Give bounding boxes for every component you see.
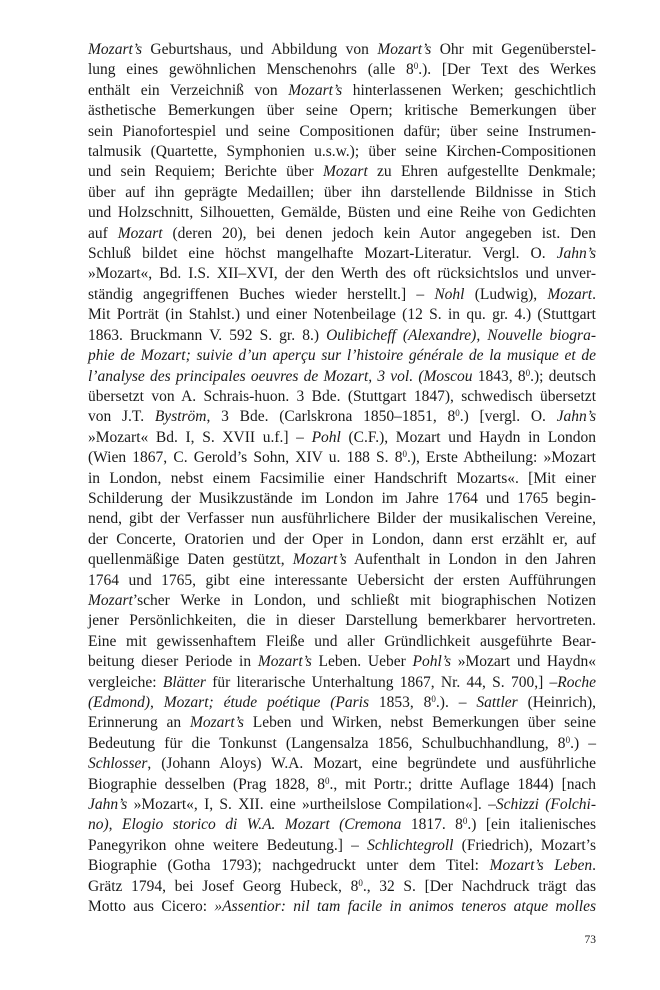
text-line: der Concerte, Oratorien und der Oper in London, dann erst erzählt er, auf [88, 530, 596, 548]
text-line: »Mozart« Bd. I, S. XVII u.f.] – Pohl (C.F.), Mozart und Haydn in London [88, 428, 596, 446]
text-line: Mozart’scher Werke in London, und schließt mit biographischen Notizen [88, 591, 596, 609]
text-line: Jahn’s »Mozart«, I, S. XII. eine »urtheilslose Compilation«]. –Schizzi (Folchi- [88, 796, 596, 814]
text-line: (Wien 1867, C. Gerold’s Sohn, XIV u. 188 S. $8^0$.), Erste Abtheilung: »Mozart [88, 449, 596, 467]
body-text [88, 40, 596, 917]
text-line: enthält ein Verzeichniß von Mozart’s hinterlassenen Werken; geschichtlich [88, 81, 597, 99]
text-line: Mozart’s Geburtshaus, und Abbildung von Mozart’s Ohr mit Gegenüberstel- [88, 41, 596, 58]
text-line: und Holzschnitt, Silhouetten, Gemälde, Büsten und eine Reihe von Gedichten [88, 204, 596, 222]
text-line: Schilderung der Musikzustände im London im Jahre 1764 und 1765 begin- [88, 489, 596, 507]
text-line: Biographie (Gotha 1793); nachgedruckt unter dem Titel: Mozart’s Leben. [88, 857, 596, 875]
text-line: Mit Porträt (in Stahlst.) und einer Notenbeilage (12 S. in qu. gr. 4.) (Stuttgart [88, 306, 596, 324]
text-line: l’analyse des principales oeuvres de Mozart, 3 vol. (Moscou 1843, $8^0$.); deutsch [88, 367, 596, 385]
text-line: von J.T. Byström, 3 Bde. (Carlskrona 1850–1851, $8^0$.) [vergl. O. Jahn’s [88, 408, 596, 426]
text-line: »Mozart«, Bd. I.S. XII–XVI, der den Werth des oft rücksichtslos und unver- [88, 265, 596, 283]
text-line: Schlosser, (Johann Aloys) W.A. Mozart, eine begründete und ausführliche [88, 755, 596, 773]
text-line: phie de Mozart; suivie d’un aperçu sur l’histoire générale de la musique et de [88, 347, 596, 365]
text-line: Motto aus Cicero: »Assentior: nil tam facile in animos teneros atque molles [88, 898, 596, 916]
text-line: nend, gibt der Verfasser nun ausführlichere Bilder der musikalischen Vereine, [88, 510, 596, 528]
text-line: über auf ihn geprägte Medaillen; über ihn darstellende Bildnisse in Stich [88, 183, 596, 201]
text-line: auf Mozart (deren 20), bei denen jedoch kein Autor angegeben ist. Den [88, 224, 597, 242]
text-line: Grätz 1794, bei Josef Georg Hubeck, $8^0$., 32 S. [Der Nachdruck trägt das [88, 877, 597, 895]
text-line: jener Persönlichkeiten, die in dieser Darstellung bemerkbarer hervortreten. [88, 612, 596, 630]
text-line: beitung dieser Periode in Mozart’s Leben. Ueber Pohl’s »Mozart und Haydn« [88, 653, 597, 671]
text-line: ästhetische Bemerkungen über seine Opern; kritische Bemerkungen über [88, 102, 596, 120]
text-line: no), Elogio storico di W.A. Mozart (Cremona 1817. $8^0$.) [ein italienisches [88, 816, 596, 834]
text-line: quellenmäßige Daten gestützt, Mozart’s Aufenthalt in London in den Jahren [88, 551, 596, 569]
text-line: übersetzt von A. Schrais-huon. 3 Bde. (Stuttgart 1847), schwedisch übersetzt [88, 387, 596, 405]
text-line: Eine mit gewissenhaftem Fleiße und aller Gründlichkeit ausgeführte Bear- [88, 632, 596, 650]
text-line: 1863. Bruckmann V. 592 S. gr. 8.) Oulibicheff (Alexandre), Nouvelle biogra- [88, 326, 596, 344]
text-line: vergleiche: Blätter für literarische Unterhaltung 1867, Nr. 44, S. 700,] –Roche [88, 673, 596, 691]
text-line: Schluß bildet eine höchst mangelhafte Mozart-Literatur. Vergl. O. Jahn’s [88, 245, 596, 263]
text-line: Panegyrikon ohne weitere Bedeutung.] – Schlichtegroll (Friedrich), Mozart’s [88, 836, 596, 854]
text-line: Erinnerung an Mozart’s Leben und Wirken, nebst Bemerkungen über seine [88, 714, 596, 732]
text-line: Bedeutung für die Tonkunst (Langensalza 1856, Schulbuchhandlung, $8^0$.) – [88, 734, 596, 752]
text-line: 1764 und 1765, gibt eine interessante Uebersicht der ersten Aufführungen [88, 571, 596, 589]
text-line: und sein Requiem; Berichte über Mozart zu Ehren aufgestellte Denkmale; [88, 163, 596, 181]
text-line: sein Pianofortespiel und seine Compositionen dafür; über seine Instrumen- [88, 122, 596, 140]
text-line: talmusik (Quartette, Symphonien u.s.w.); über seine Kirchen-Compositionen [88, 143, 596, 161]
text-line: (Edmond), Mozart; étude poétique (Paris 1853, $8^0$.). – Sattler (Heinrich), [88, 694, 596, 711]
text-line: lung eines gewöhnlichen Menschenohrs (alle $8^0$.). [Der Text des Werkes [88, 61, 596, 79]
text-line: Biographie desselben (Prag 1828, $8^0$., mit Portr.; dritte Auflage 1844) [nach [88, 775, 596, 793]
text-line: ständig angegriffenen Buches wieder herstellt.] – Nohl (Ludwig), Mozart. [88, 285, 596, 303]
page-number: 73 [584, 934, 596, 946]
text-line: in London, nebst einem Facsimilie einer Handschrift Mozarts«. [Mit einer [88, 469, 596, 487]
